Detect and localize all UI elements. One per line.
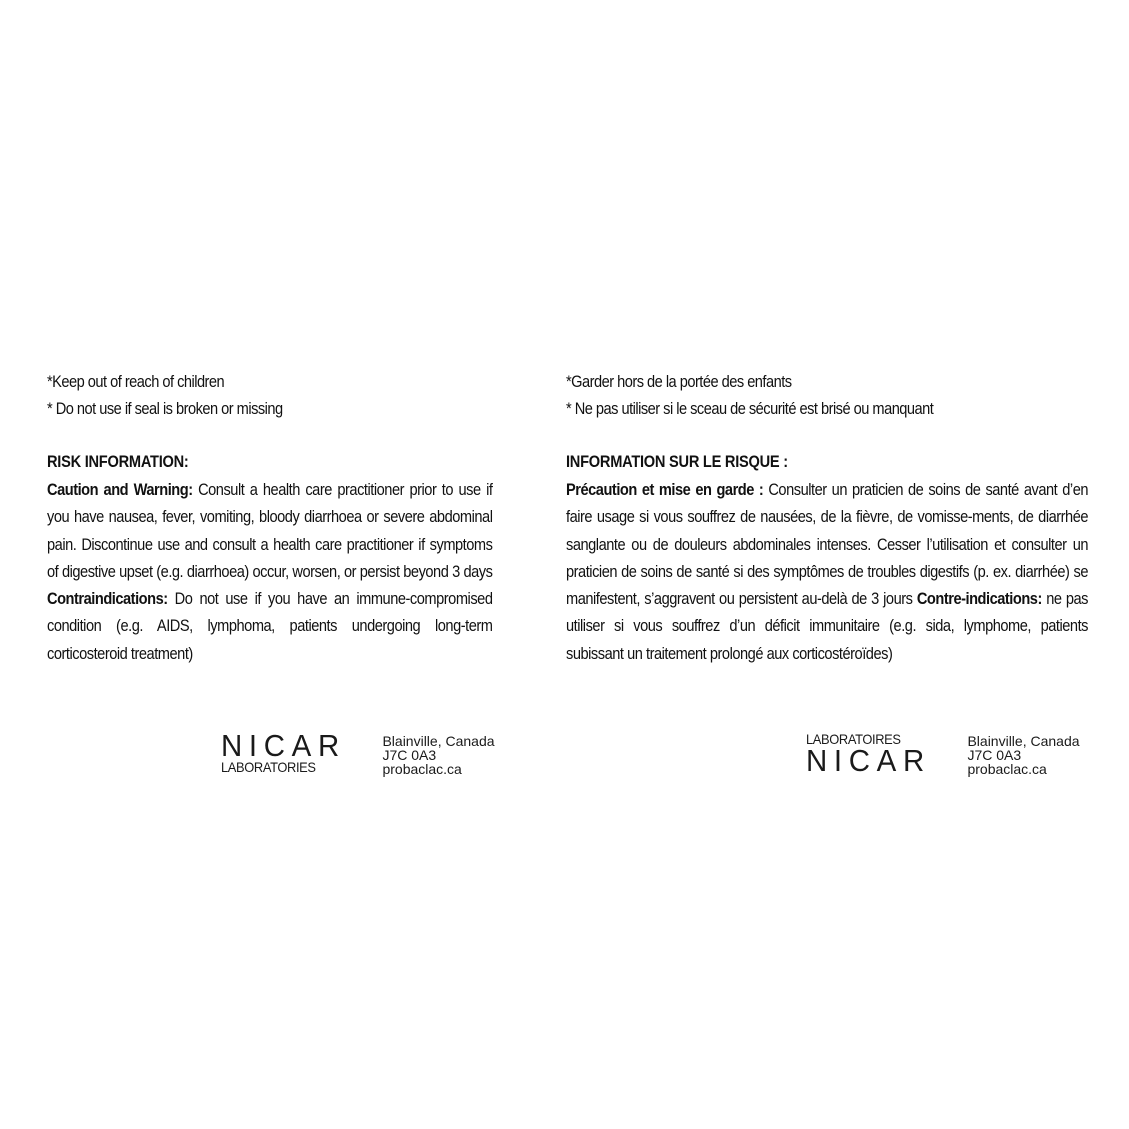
risk-title: INFORMATION SUR LE RISQUE : xyxy=(566,452,788,471)
logo-wordmark: NICAR xyxy=(221,728,346,763)
logo-subtitle: LABORATORIES xyxy=(221,759,316,775)
address-block xyxy=(382,732,494,776)
french-footer xyxy=(806,732,1080,776)
risk-body xyxy=(566,476,1088,667)
contraindications-text: ne pas utiliser si vous souffrez d’un déficit immunitaire (e.g. sida, lymphome, patients subissant un traitement prolongé aux corticostéroïdes) xyxy=(566,589,1089,663)
address-website: probaclac.ca xyxy=(967,761,1047,777)
warning-line: *Garder hors de la portée des enfants xyxy=(566,372,792,391)
contraindications-label: Contraindications: xyxy=(47,589,168,609)
warnings-list xyxy=(47,368,493,422)
french-panel xyxy=(566,368,1088,667)
english-panel xyxy=(47,368,493,667)
logo-wordmark: NICAR xyxy=(806,743,931,778)
address-website: probaclac.ca xyxy=(382,761,462,777)
contraindications-text: Do not use if you have an immune-compromised condition (e.g. AIDS, lymphoma, patients undergoing long-term corticosteroid treatment) xyxy=(47,589,493,663)
address-postal: J7C 0A3 xyxy=(382,747,437,763)
caution-label: Précaution et mise en garde : xyxy=(566,480,764,499)
contraindications-label: Contre-indications: xyxy=(916,589,1042,609)
address-city: Blainville, Canada xyxy=(967,733,1080,749)
warning-line: *Keep out of reach of children xyxy=(47,372,225,391)
address-city: Blainville, Canada xyxy=(382,733,495,749)
caution-text: Consult a health care practitioner prior to use if you have nausea, fever, vomiting, bloody diarrhoea or severe abdominal pain. Discontinue use and consult a health care practitioner if symptoms of digestive upset (e.g. diarrhoea) occur, worsen, or persist beyond 3 days xyxy=(47,480,493,581)
address-block xyxy=(967,732,1079,776)
address-postal: J7C 0A3 xyxy=(967,747,1022,763)
risk-body xyxy=(47,476,492,667)
warnings-list xyxy=(566,368,1088,422)
caution-text: Consulter un praticien de soins de santé avant d’en faire usage si vous souffrez de nausées, de la fièvre, de vomisse-ments, de diarrhée sanglante ou de douleurs abdominales intenses. Cesser l’utilisation et consulter un praticien de soins de santé si des symptômes de troubles digestifs (p. ex. diarrhée) se manifestent, s’aggravent ou persistent au-delà de 3 jours xyxy=(566,480,1089,609)
caution-label: Caution and Warning: xyxy=(47,480,193,499)
nicar-logo xyxy=(806,731,937,778)
warning-line: * Do not use if seal is broken or missing xyxy=(47,399,283,418)
warning-line: * Ne pas utiliser si le sceau de sécurité est brisé ou manquant xyxy=(566,399,934,418)
nicar-logo xyxy=(221,728,352,775)
risk-title: RISK INFORMATION: xyxy=(47,452,189,471)
english-footer xyxy=(221,728,495,777)
logo-subtitle: LABORATOIRES xyxy=(806,731,901,747)
